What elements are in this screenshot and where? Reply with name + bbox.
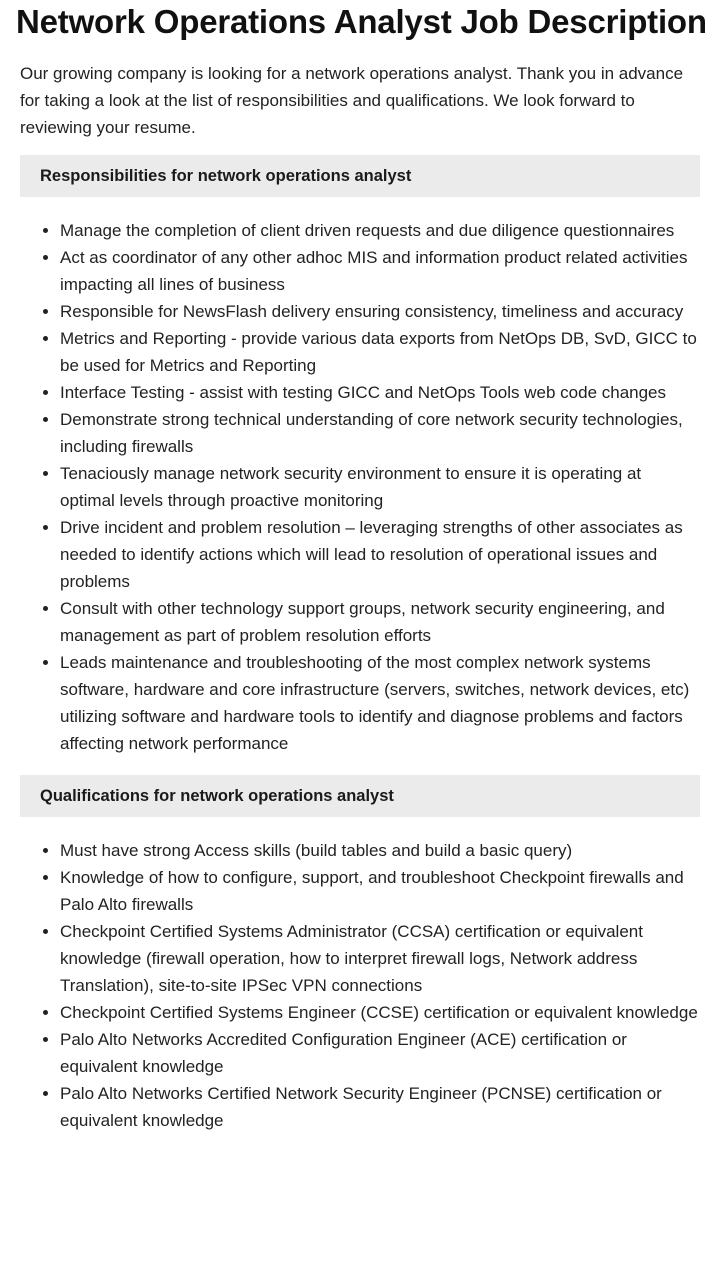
qualifications-list [20, 837, 700, 1134]
list-item: • Must have strong Access skills (build tables and build a basic query) [60, 837, 700, 864]
list-item: • Consult with other technology support groups, network security engineering, and management as part of problem resolution efforts [60, 595, 700, 649]
list-item: • Palo Alto Networks Accredited Configuration Engineer (ACE) certification or equivalent knowledge [60, 1026, 700, 1080]
qualifications-heading: Qualifications for network operations analyst [20, 775, 700, 817]
responsibilities-list [20, 217, 700, 757]
list-item: • Manage the completion of client driven requests and due diligence questionnaires [60, 217, 700, 244]
page-title: Network Operations Analyst Job Description [16, 3, 707, 40]
list-item: • Palo Alto Networks Certified Network Security Engineer (PCNSE) certification or equivalent knowledge [60, 1080, 700, 1134]
list-item: • Responsible for NewsFlash delivery ensuring consistency, timeliness and accuracy [60, 298, 700, 325]
list-item: • Knowledge of how to configure, support, and troubleshoot Checkpoint firewalls and Palo Alto firewalls [60, 864, 700, 918]
list-item: • Tenaciously manage network security environment to ensure it is operating at optimal levels through proactive monitoring [60, 460, 700, 514]
list-item: • Metrics and Reporting - provide various data exports from NetOps DB, SvD, GICC to be used for Metrics and Reporting [60, 325, 700, 379]
list-item: • Checkpoint Certified Systems Engineer (CCSE) certification or equivalent knowledge [60, 999, 700, 1026]
list-item: • Demonstrate strong technical understanding of core network security technologies, including firewalls [60, 406, 700, 460]
list-item: • Interface Testing - assist with testing GICC and NetOps Tools web code changes [60, 379, 700, 406]
list-item: • Checkpoint Certified Systems Administrator (CCSA) certification or equivalent knowledge (firewall operation, how to interpret firewall logs, Network address Translation), site-to-site IPSec VPN connections [60, 918, 700, 999]
intro-paragraph: Our growing company is looking for a network operations analyst. Thank you in advance for taking a look at the list of responsibilities and qualifications. We look forward to reviewing your resume. [20, 64, 684, 137]
list-item: • Drive incident and problem resolution – leveraging strengths of other associates as needed to identify actions which will lead to resolution of operational issues and problems [60, 514, 700, 595]
responsibilities-heading: Responsibilities for network operations analyst [20, 155, 700, 197]
list-item: • Leads maintenance and troubleshooting of the most complex network systems software, hardware and core infrastructure (servers, switches, network devices, etc) utilizing software and hardware tools to identify and diagnose problems and factors affecting network performance [60, 649, 700, 757]
list-item: • Act as coordinator of any other adhoc MIS and information product related activities impacting all lines of business [60, 244, 700, 298]
